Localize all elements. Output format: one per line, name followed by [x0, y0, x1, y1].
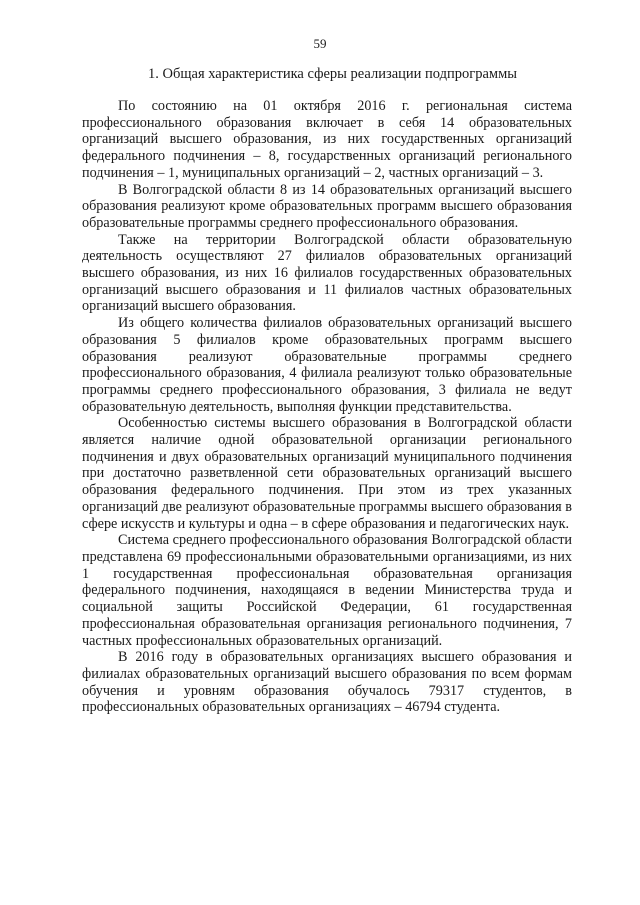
paragraph-4: Из общего количества филиалов образовательных организаций высшего образования 5 филиалов кроме образовательных программ высшего образования реализуют образовательные программы среднего профессионального образования, 4 филиала реализуют только образовательные программы среднего профессионального образования, 3 филиала не ведут образовательную деятельность, выполняя функции представительства.: [82, 315, 572, 415]
page-number: 59: [313, 36, 327, 51]
body-text: [82, 98, 572, 716]
section-heading: 1. Общая характеристика сферы реализации подпрограммы: [148, 66, 517, 82]
paragraph-6: Система среднего профессионального образования Волгоградской области представлена 69 профессиональными образовательными организациями, из них 1 государственная профессиональная образовательная организация федерального подчинения, находящаяся в ведении Министерства труда и социальной защиты Российской Федерации, 61 государственная профессиональная образовательная организация регионального подчинения, 7 частных профессиональных образовательных организаций.: [82, 532, 572, 649]
paragraph-1: По состоянию на 01 октября 2016 г. региональная система профессионального образования включает в себя 14 образовательных организаций высшего образования, из них государственных организаций федерального подчинения – 8, государственных организаций регионального подчинения – 1, муниципальных организаций – 2, частных организаций – 3.: [82, 98, 572, 181]
paragraph-2: В Волгоградской области 8 из 14 образовательных организаций высшего образования реализуют кроме образовательных программ высшего образования образовательные программы среднего профессионального образования.: [82, 181, 572, 231]
paragraph-7: В 2016 году в образовательных организациях высшего образования и филиалах образовательных организаций высшего образования по всем формам обучения и уровням образования обучалось 79317 студентов, в профессиональных образовательных организациях – 46794 студента.: [82, 649, 572, 716]
paragraph-3: Также на территории Волгоградской области образовательную деятельность осуществляют 27 филиалов образовательных организаций высшего образования, из них 16 филиалов государственных образовательных организаций высшего образования и 11 филиалов частных образовательных организаций высшего образования.: [82, 231, 572, 315]
paragraph-5: Особенностью системы высшего образования в Волгоградской области является наличие одной образовательной организации регионального подчинения и двух образовательных организаций муниципального подчинения при достаточно разветвленной сети образовательных организаций высшего образования федерального подчинения. При этом из трех указанных организаций две реализуют образовательные программы высшего образования в сфере искусств и культуры и одна – в сфере образования и педагогических наук.: [82, 415, 572, 532]
